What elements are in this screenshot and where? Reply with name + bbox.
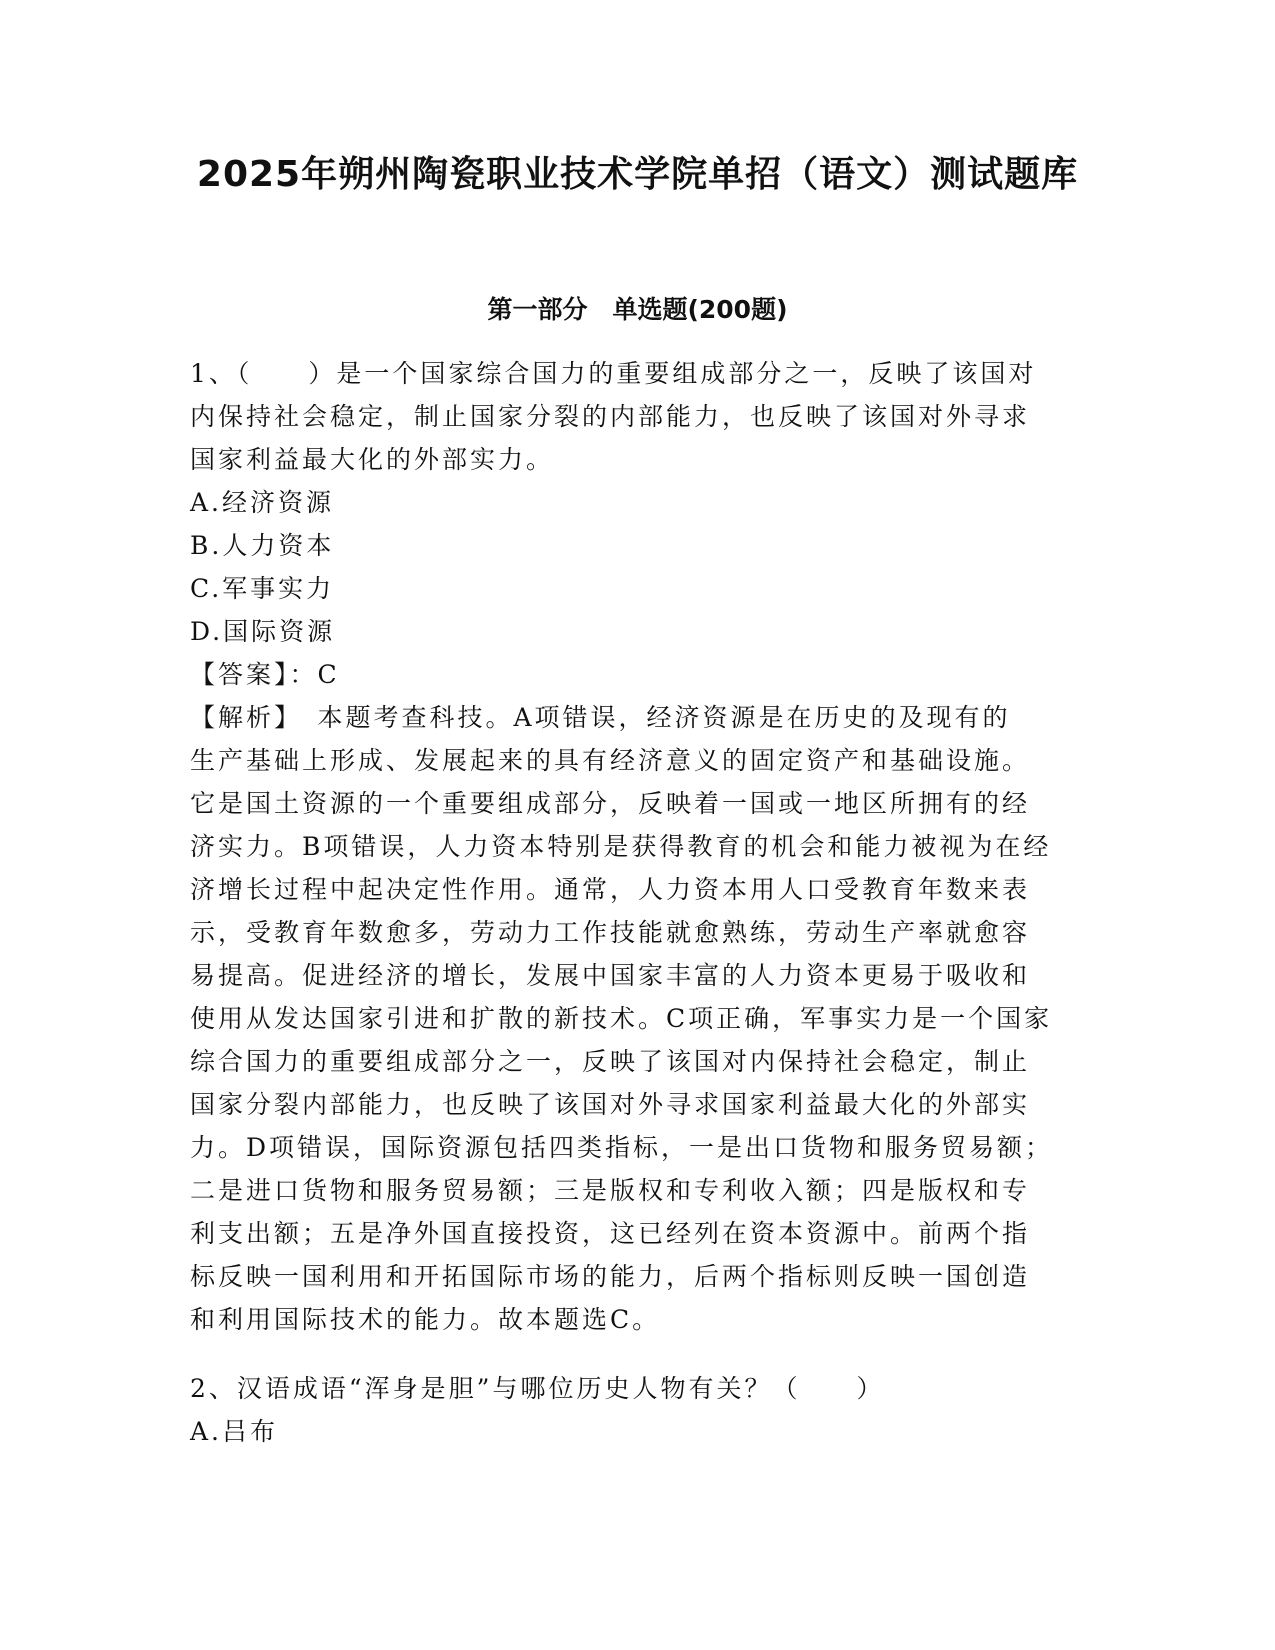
option-a: A.吕布 bbox=[190, 1417, 279, 1446]
document-title: 2025年朔州陶瓷职业技术学院单招（语文）测试题库 bbox=[196, 154, 1079, 195]
option-b: B.人力资本 bbox=[190, 531, 335, 560]
question-stem-line: 2、汉语成语“浑身是胆”与哪位历史人物有关？（ ） bbox=[190, 1374, 885, 1403]
analysis-line: 它是国土资源的一个重要组成部分，反映着一国或一地区所拥有的经 bbox=[190, 789, 1031, 818]
analysis-line: 使用从发达国家引进和扩散的新技术。C项正确，军事实力是一个国家 bbox=[190, 1004, 1053, 1033]
option-a: A.经济资源 bbox=[190, 488, 335, 517]
option-c: C.军事实力 bbox=[190, 574, 335, 603]
analysis-line: 和利用国际技术的能力。故本题选C。 bbox=[190, 1305, 661, 1334]
analysis-line: 利支出额；五是净外国直接投资，这已经列在资本资源中。前两个指 bbox=[190, 1219, 1031, 1248]
analysis-line: 济实力。B项错误，人力资本特别是获得教育的机会和能力被视为在经 bbox=[190, 832, 1052, 861]
question-stem-line: 内保持社会稳定，制止国家分裂的内部能力，也反映了该国对外寻求 bbox=[190, 402, 1031, 431]
question-2 bbox=[190, 1367, 1080, 1453]
analysis-line: 综合国力的重要组成部分之一，反映了该国对内保持社会稳定，制止 bbox=[190, 1047, 1031, 1076]
analysis-line: 示，受教育年数愈多，劳动力工作技能就愈熟练，劳动生产率就愈容 bbox=[190, 918, 1031, 947]
question-stem-line: 国家利益最大化的外部实力。 bbox=[190, 445, 555, 474]
question-stem-line: 1、（ ）是一个国家综合国力的重要组成部分之一，反映了该国对 bbox=[190, 359, 1037, 388]
analysis-line: 二是进口货物和服务贸易额；三是版权和专利收入额；四是版权和专 bbox=[190, 1176, 1031, 1205]
analysis-line: 济增长过程中起决定性作用。通常，人力资本用人口受教育年数来表 bbox=[190, 875, 1031, 904]
analysis-line: 易提高。促进经济的增长，发展中国家丰富的人力资本更易于吸收和 bbox=[190, 961, 1031, 990]
analysis-line: 国家分裂内部能力，也反映了该国对外寻求国家利益最大化的外部实 bbox=[190, 1090, 1031, 1119]
analysis-line: 生产基础上形成、发展起来的具有经济意义的固定资产和基础设施。 bbox=[190, 746, 1031, 775]
answer-line: 【答案】：C bbox=[190, 660, 340, 689]
analysis-line: 【解析】 本题考查科技。A项错误，经济资源是在历史的及现有的 bbox=[190, 703, 1011, 732]
analysis-line: 力。D项错误，国际资源包括四类指标，一是出口货物和服务贸易额； bbox=[190, 1133, 1054, 1162]
analysis-line: 标反映一国利用和开拓国际市场的能力，后两个指标则反映一国创造 bbox=[190, 1262, 1031, 1291]
section-title: 第一部分 单选题(200题) bbox=[487, 295, 788, 324]
question-1 bbox=[190, 352, 1080, 1341]
option-d: D.国际资源 bbox=[190, 617, 336, 646]
